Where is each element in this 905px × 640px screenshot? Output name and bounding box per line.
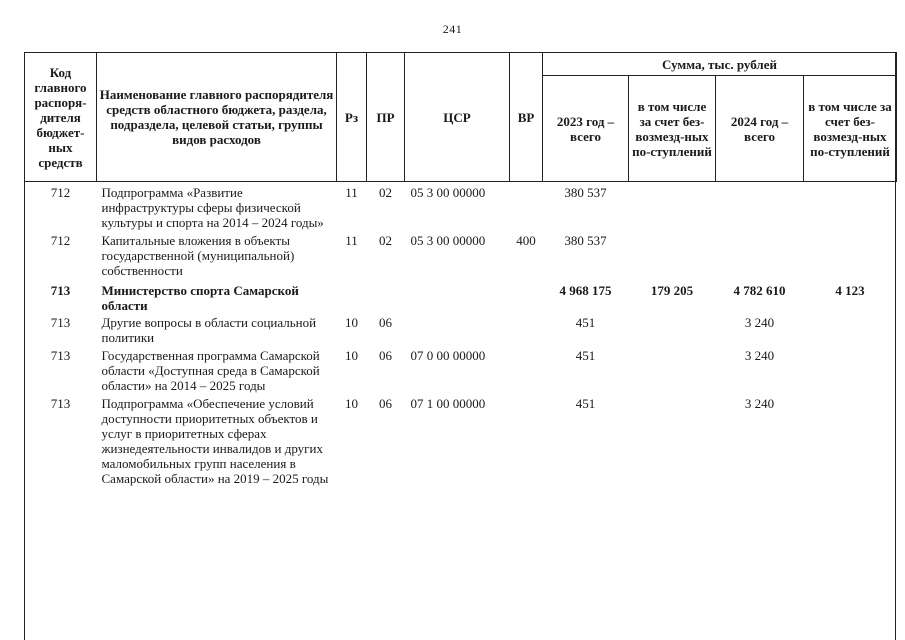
cell-2024-total: 3 240	[744, 348, 775, 363]
header-pr: ПР	[367, 53, 405, 182]
header-vr: ВР	[510, 53, 543, 182]
cell-vr	[510, 182, 543, 234]
cell-pr	[367, 281, 405, 315]
cell-rz: 10	[345, 315, 358, 330]
cell-pr: 06	[379, 348, 392, 363]
cell-2024-free	[804, 315, 897, 348]
header-name: Наименование главного распорядителя средств областного бюджета, раздела, подраздела, целевой статьи, группы видов расходов	[97, 53, 337, 182]
cell-2024-total: 3 240	[744, 315, 775, 330]
cell-csr	[405, 315, 510, 348]
cell-name: Подпрограмма «Развитие инфраструктуры сферы физической культуры и спорта на 2014 – 2024 годы»	[101, 185, 324, 230]
cell-2024-free	[804, 233, 897, 281]
cell-name: Другие вопросы в области социальной политики	[101, 315, 317, 345]
cell-2023-free	[629, 348, 716, 396]
budget-table	[24, 52, 897, 489]
table-row	[25, 315, 897, 348]
cell-code: 713	[50, 283, 71, 298]
table-body	[25, 182, 897, 490]
cell-2023-free	[629, 182, 716, 234]
table-row	[25, 233, 897, 281]
cell-rz: 11	[345, 185, 358, 200]
cell-name: Подпрограмма «Обеспечение условий доступности приоритетных объектов и услуг в приоритетных сферах жизнедеятельности инвалидов и других маломобильных групп населения в Самарской области» на 2019 – 2025 годы	[101, 396, 329, 486]
header-2023-free: в том числе за счет без-возмезд-ных по-ступлений	[629, 76, 716, 182]
cell-2023-free: 179 205	[650, 283, 694, 298]
cell-code: 713	[50, 396, 71, 411]
cell-csr: 07 0 00 00000	[410, 348, 486, 363]
cell-vr: 400	[516, 233, 536, 248]
cell-rz: 10	[345, 348, 358, 363]
cell-2024-total: 3 240	[744, 396, 775, 411]
cell-name: Капитальные вложения в объекты государственной (муниципальной) собственности	[101, 233, 295, 278]
cell-2024-total	[716, 182, 804, 234]
table-row	[25, 182, 897, 234]
header-code: Код главного распоря-дителя бюджет-ных средств	[25, 53, 97, 182]
cell-rz: 11	[345, 233, 358, 248]
table-header	[25, 53, 897, 182]
header-2024-free: в том числе за счет без-возмезд-ных по-ступлений	[804, 76, 897, 182]
cell-pr: 06	[379, 315, 392, 330]
cell-2024-total	[716, 233, 804, 281]
cell-2023-total: 380 537	[564, 233, 607, 248]
cell-2023-total: 4 968 175	[559, 283, 612, 298]
cell-2023-free	[629, 396, 716, 489]
cell-vr	[510, 396, 543, 489]
cell-csr: 07 1 00 00000	[410, 396, 486, 411]
table-row	[25, 396, 897, 489]
cell-2024-total: 4 782 610	[733, 283, 786, 298]
cell-2023-free	[629, 315, 716, 348]
cell-code: 712	[50, 233, 71, 248]
cell-name: Министерство спорта Самарской области	[101, 283, 299, 313]
header-csr: ЦСР	[405, 53, 510, 182]
cell-2023-total: 380 537	[564, 185, 607, 200]
page-number: 241	[442, 22, 463, 36]
cell-pr: 02	[379, 185, 392, 200]
cell-2023-total: 451	[575, 348, 596, 363]
cell-rz	[337, 281, 367, 315]
cell-code: 713	[50, 348, 71, 363]
cell-2024-free: 4 123	[835, 283, 865, 298]
header-2024-total: 2024 год – всего	[716, 76, 804, 182]
cell-csr: 05 3 00 00000	[410, 185, 486, 200]
cell-code: 713	[50, 315, 71, 330]
cell-pr: 02	[379, 233, 392, 248]
cell-2024-free	[804, 182, 897, 234]
cell-vr	[510, 315, 543, 348]
cell-2024-free	[804, 396, 897, 489]
cell-vr	[510, 281, 543, 315]
cell-csr: 05 3 00 00000	[410, 233, 486, 248]
cell-2024-free	[804, 348, 897, 396]
cell-csr	[405, 281, 510, 315]
header-2023-total: 2023 год – всего	[543, 76, 629, 182]
cell-2023-free	[629, 233, 716, 281]
cell-2023-total: 451	[575, 315, 596, 330]
cell-vr	[510, 348, 543, 396]
cell-code: 712	[50, 185, 71, 200]
table-row-ministry	[25, 281, 897, 315]
header-rz: Рз	[337, 53, 367, 182]
cell-rz: 10	[345, 396, 358, 411]
cell-pr: 06	[379, 396, 392, 411]
cell-name: Государственная программа Самарской области «Доступная среда в Самарской области» на 2014 – 2025 годы	[101, 348, 320, 393]
header-sum-group: Сумма, тыс. рублей	[543, 53, 897, 76]
cell-2023-total: 451	[575, 396, 596, 411]
table-row	[25, 348, 897, 396]
